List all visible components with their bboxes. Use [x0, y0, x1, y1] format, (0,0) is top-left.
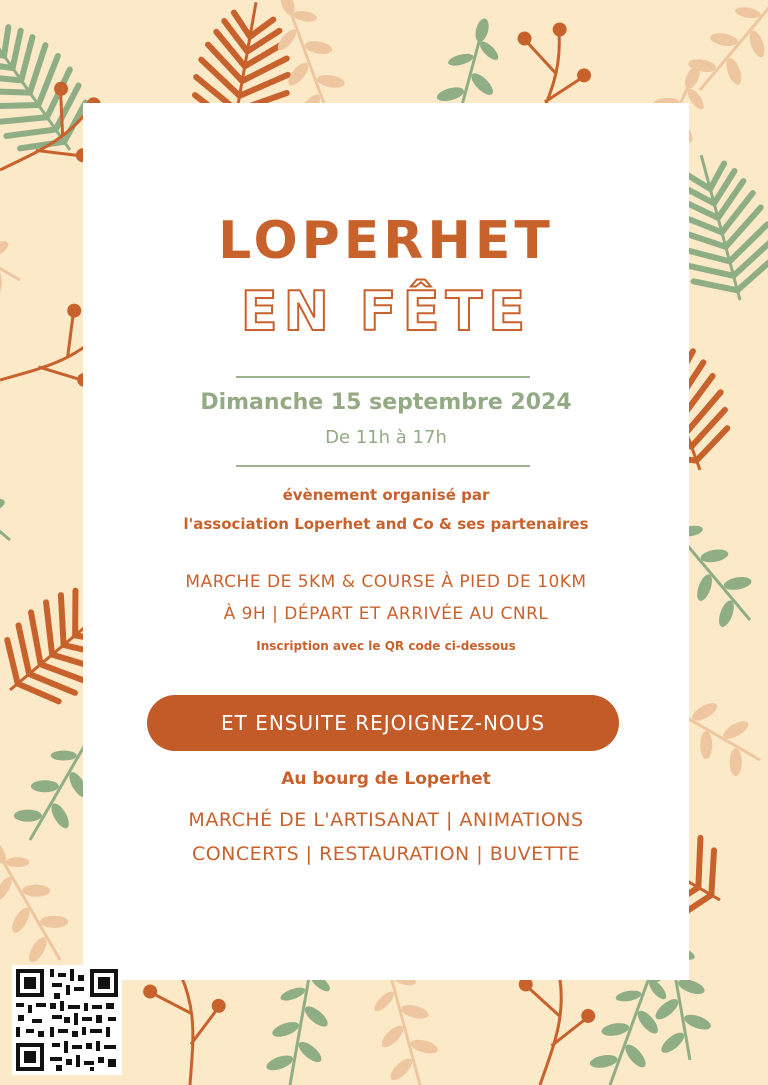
title-line-2: EN FÊTE: [240, 280, 532, 343]
divider-bottom: [236, 465, 530, 467]
event-hours: De 11h à 17h: [325, 427, 447, 448]
activities-line-2: CONCERTS | RESTAURATION | BUVETTE: [191, 843, 581, 865]
leaf-sprig-icon: [0, 187, 35, 305]
event-location: Au bourg de Loperhet: [281, 769, 491, 789]
race-line-1: MARCHE DE 5KM & COURSE À PIED DE 10KM: [185, 572, 587, 592]
organizer-line-2: l'association Loperhet and Co & ses partenaires: [183, 515, 589, 533]
join-us-banner: ET ENSUITE REJOIGNEZ-NOUS: [147, 695, 619, 751]
activities-line-1: MARCHÉ DE L'ARTISANAT | ANIMATIONS: [188, 809, 584, 831]
title-line-1: LOPERHET: [218, 211, 554, 271]
divider-top: [236, 376, 530, 378]
organizer-line-1: évènement organisé par: [282, 486, 490, 504]
event-date: Dimanche 15 septembre 2024: [200, 390, 572, 415]
race-line-2: À 9H | DÉPART ET ARRIVÉE AU CNRL: [223, 604, 549, 624]
qr-code-icon[interactable]: [12, 965, 122, 1075]
registration-note: Inscription avec le QR code ci-dessous: [256, 639, 516, 653]
